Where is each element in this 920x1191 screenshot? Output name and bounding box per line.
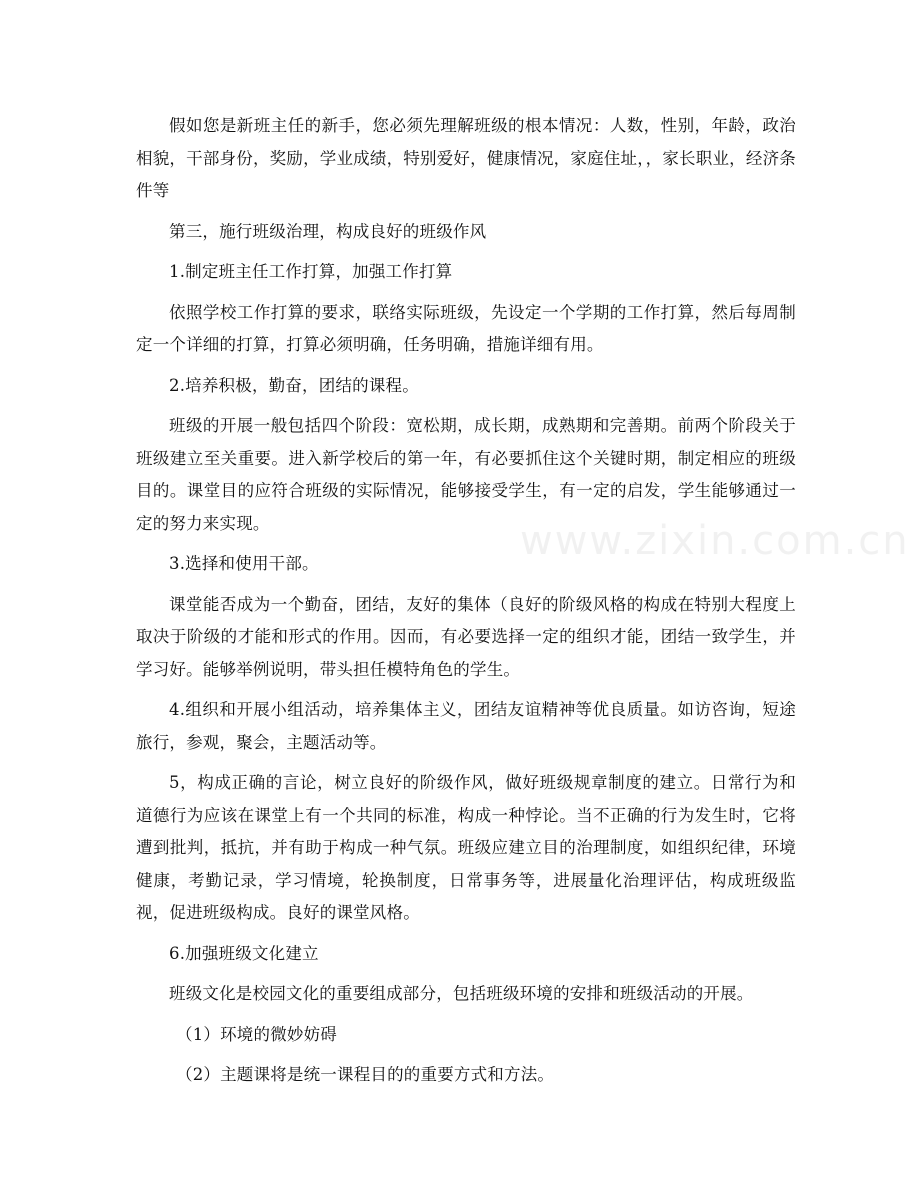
section-heading-3: 第三，施行班级治理，构成良好的班级作风 — [169, 221, 487, 241]
item-heading-2: 2.培养积极，勤奋，团结的课程。 — [169, 375, 419, 395]
paragraph-plan: 依照学校工作打算的要求，联络实际班级，先设定一个学期的工作打算，然后每周制定一个详细的打算，打算必须明确，任务明确，措施详细有用。 — [136, 302, 796, 354]
paragraph-intro: 假如您是新班主任的新手，您必须先理解班级的根本情况：人数，性别，年龄，政治相貌，干部身份，奖励，学业成绩，特别爱好，健康情况，家庭住址，，家长职业，经济条件等 — [136, 116, 796, 200]
paragraph-stages: 班级的开展一般包括四个阶段：宽松期，成长期，成熟期和完善期。前两个阶段关于班级建立至关重要。进入新学校后的第一年，有必要抓住这个关键时期，制定相应的班级目的。课堂目的应符合班级的实际情况，能够接受学生，有一定的启发，学生能够通过一定的努力来实现。 — [136, 416, 796, 533]
item-heading-3: 3.选择和使用干部。 — [169, 554, 319, 573]
item-heading-6: 6.加强班级文化建立 — [169, 943, 319, 963]
paragraph-culture: 班级文化是校园文化的重要组成部分，包括班级环境的安排和班级活动的开展。 — [169, 984, 754, 1003]
document-body — [136, 110, 796, 1100]
item-heading-5: 5，构成正确的言论，树立良好的阶级作风，做好班级规章制度的建立。日常行为和道德行为应该在课堂上有一个共同的标准，构成一种悖论。当不正确的行为发生时，它将遭到批判，抵抗，并有助于构成一种气氛。班级应建立目的治理制度，如组织纪律，环境健康，考勤记录，学习情境，轮换制度，日常事务等，进展量化治理评估，构成班级监视，促进班级构成。良好的课堂风格。 — [136, 773, 796, 922]
sub-item-1: （1）环境的微妙妨碍 — [176, 1024, 337, 1044]
item-heading-1: 1.制定班主任工作打算，加强工作打算 — [169, 262, 453, 281]
watermark: www.zixin.com.cn — [520, 518, 910, 564]
item-heading-4: 4.组织和开展小组活动，培养集体主义，团结友谊精神等优良质量。如访咨询，短途旅行，参观，聚会，主题活动等。 — [136, 700, 796, 752]
sub-item-2: （2）主题课将是统一课程目的的重要方式和方法。 — [176, 1065, 555, 1084]
paragraph-cadres: 课堂能否成为一个勤奋，团结，友好的集体（良好的阶级风格的构成在特别大程度上取决于阶级的才能和形式的作用。因而，有必要选择一定的组织才能，团结一致学生，并学习好。能够举例说明，带头担任模特角色的学生。 — [136, 594, 796, 679]
